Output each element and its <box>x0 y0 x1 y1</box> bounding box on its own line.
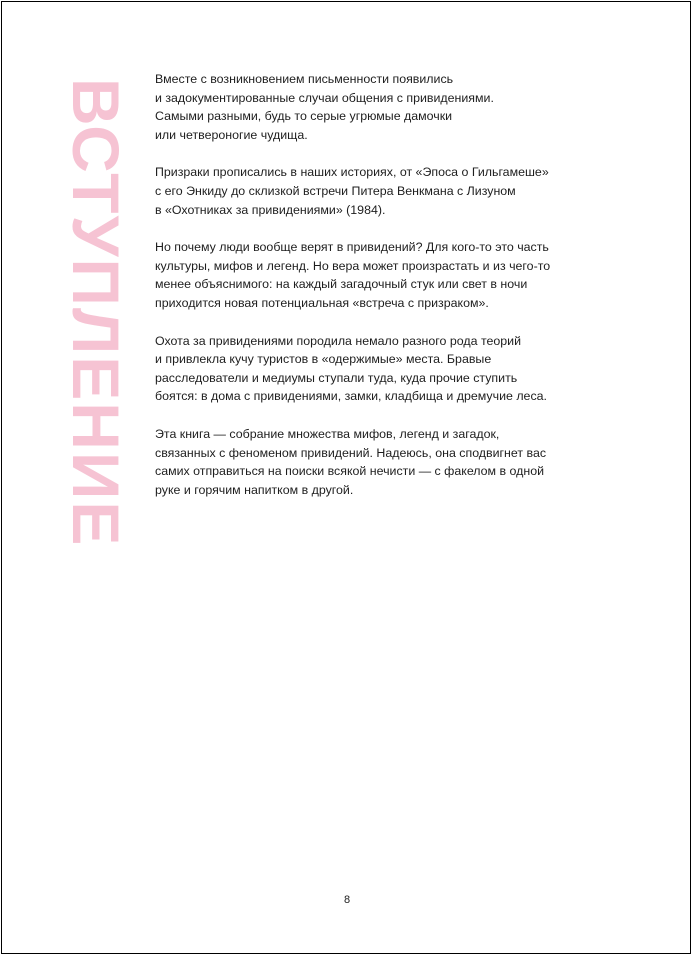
paragraph-line: Самыми разными, будь то серые угрюмые дамочки <box>155 109 453 124</box>
paragraph-line: культуры, мифов и легенд. Но вера может произрастать и из чего-то <box>155 258 551 273</box>
paragraph-line: с его Энкиду до склизкой встречи Питера Венкмана с Лизуном <box>155 183 516 198</box>
paragraph-3 <box>155 238 595 312</box>
paragraph-line: расследователи и медиумы ступали туда, куда прочие ступить <box>155 370 518 385</box>
paragraph-1 <box>155 70 595 144</box>
paragraph-line: Эта книга — собрание множества мифов, легенд и загадок, <box>155 426 500 441</box>
paragraph-line: боятся: в дома с привидениями, замки, кладбища и дремучие леса. <box>155 389 547 404</box>
paragraph-line: Охота за привидениями породила немало разного рода теорий <box>155 333 521 348</box>
paragraph-2 <box>155 163 595 219</box>
paragraph-line: менее объяснимого: на каждый загадочный стук или свет в ночи <box>155 277 528 292</box>
chapter-title-container <box>59 78 133 548</box>
paragraph-line: и привлекла кучу туристов в «одержимые» места. Бравые <box>155 352 492 367</box>
paragraph-line: приходится новая потенциальная «встреча с призраком». <box>155 295 489 310</box>
chapter-title: ВСТУПЛЕНИЕ <box>59 78 133 548</box>
paragraph-line: Призраки прописались в наших историях, от «Эпоса о Гильгамеше» <box>155 165 549 180</box>
paragraph-line: в «Охотниках за привидениями» (1984). <box>155 202 386 217</box>
paragraph-line: связанных с феноменом привидений. Надеюсь, она сподвигнет вас <box>155 445 547 460</box>
book-page <box>1 1 691 954</box>
page-number: 8 <box>343 894 351 906</box>
body-text <box>155 70 595 518</box>
paragraph-5 <box>155 425 595 499</box>
paragraph-line: Вместе с возникновением письменности появились <box>155 72 454 86</box>
paragraph-line: самих отправиться на поиски всякой нечисти — с факелом в одной <box>155 464 545 479</box>
paragraph-4 <box>155 332 595 406</box>
paragraph-line: или четвероногие чудища. <box>155 127 308 142</box>
paragraph-line: и задокументированные случаи общения с привидениями. <box>155 90 494 105</box>
paragraph-line: Но почему люди вообще верят в привидений? Для кого-то это часть <box>155 240 549 255</box>
paragraph-line: руке и горячим напитком в другой. <box>155 482 354 497</box>
